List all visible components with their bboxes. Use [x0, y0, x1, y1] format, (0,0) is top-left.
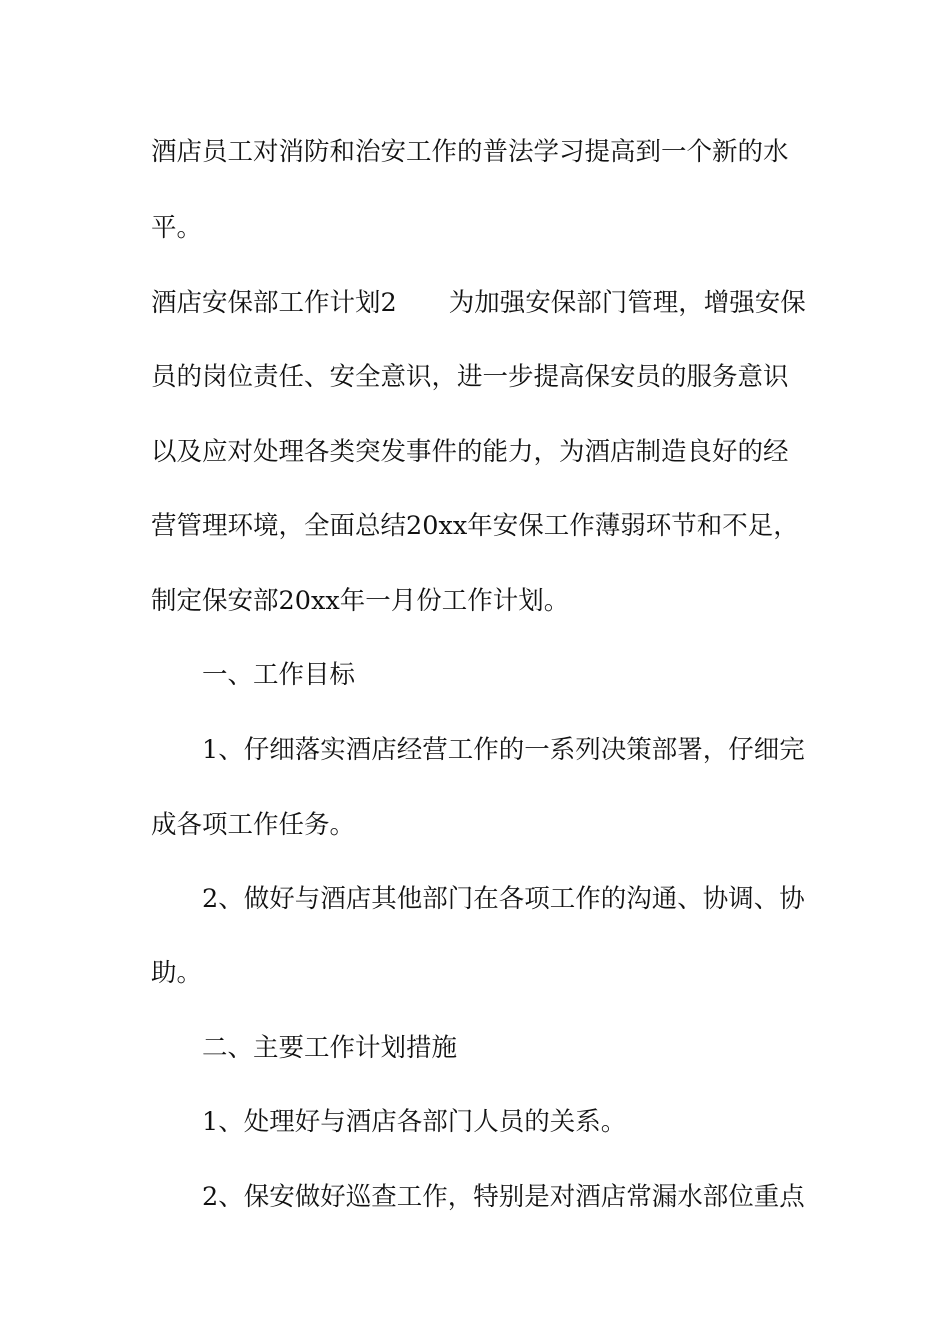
- heading-main-measures: 二、主要工作计划措施: [202, 1033, 458, 1063]
- text-line: 酒店员工对消防和治安工作的普法学习提高到一个新的水: [151, 137, 789, 167]
- text-line: 制定保安部20xx年一月份工作计划。: [151, 586, 570, 616]
- text-line: 1、处理好与酒店各部门人员的关系。: [202, 1107, 627, 1137]
- text-line: 以及应对处理各类突发事件的能力，为酒店制造良好的经: [151, 437, 789, 467]
- text-line: 2、做好与酒店其他部门在各项工作的沟通、协调、协: [202, 884, 805, 914]
- text-line: 营管理环境，全面总结20xx年安保工作薄弱环节和不足，: [151, 511, 799, 541]
- text-line: 成各项工作任务。: [151, 810, 356, 840]
- text-line: 1、仔细落实酒店经营工作的一系列决策部署，仔细完: [202, 735, 805, 765]
- section-heading-line: [151, 285, 806, 321]
- section-title: 酒店安保部工作计划2: [151, 288, 397, 318]
- text-line: 2、保安做好巡查工作，特别是对酒店常漏水部位重点: [202, 1182, 805, 1212]
- paragraph-start: 为加强安保部门管理，增强安保: [448, 288, 806, 318]
- text-line: 员的岗位责任、安全意识，进一步提高保安员的服务意识: [151, 362, 789, 392]
- text-line: 助。: [151, 958, 203, 988]
- text-line: 平。: [151, 213, 203, 243]
- heading-work-goals: 一、工作目标: [202, 660, 356, 690]
